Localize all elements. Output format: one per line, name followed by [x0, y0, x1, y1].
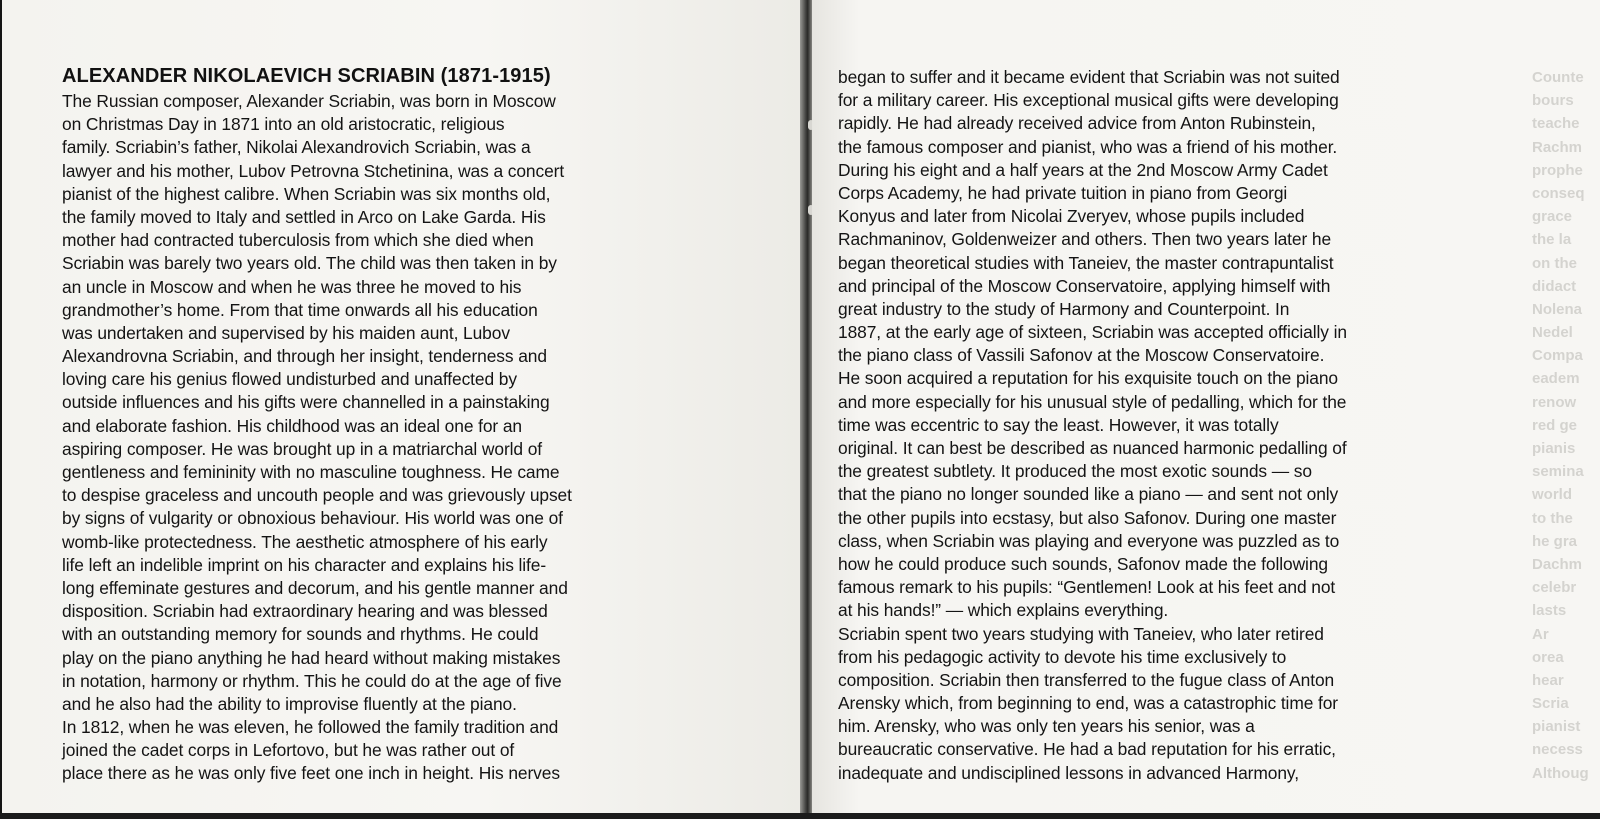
text-line: loving care his genius flowed undisturbed and unaffected by	[62, 369, 517, 390]
text-line: how he could produce such sounds, Safonov made the following	[838, 553, 1328, 574]
text-line: in notation, harmony or rhythm. This he could do at the age of five	[62, 670, 562, 691]
text-line: to the	[1532, 509, 1573, 527]
text-line: class, when Scriabin was playing and everyone was puzzled as to	[838, 530, 1340, 551]
right-text-column	[838, 66, 1478, 785]
text-line: teache	[1532, 115, 1580, 133]
text-line: pianist	[1532, 718, 1581, 736]
text-line: Counte	[1532, 69, 1584, 86]
text-line: Compa	[1532, 347, 1583, 365]
text-line: from his pedagogic activity to devote his time exclusively to	[838, 646, 1287, 667]
text-line: and elaborate fashion. His childhood was an ideal one for an	[62, 415, 522, 436]
text-line: the piano class of Vassili Safonov at the Moscow Conservatoire.	[838, 345, 1325, 366]
text-line: composition. Scriabin then transferred to the fugue class of Anton	[838, 669, 1335, 690]
text-line: Ar	[1532, 625, 1549, 643]
text-line: Nolena	[1532, 300, 1583, 318]
text-line: bours	[1532, 92, 1574, 110]
text-line: Konyus and later from Nicolai Zveryev, whose pupils included	[838, 206, 1305, 227]
left-page	[2, 0, 802, 813]
text-line: Dachm	[1532, 555, 1583, 573]
text-line: an uncle in Moscow and when he was three he moved to his	[62, 276, 522, 297]
text-line: Nedel	[1532, 324, 1573, 342]
text-line: he gra	[1532, 532, 1578, 550]
text-line: grace	[1532, 208, 1573, 226]
text-line: play on the piano anything he had heard without making mistakes	[62, 647, 561, 668]
text-line: renow	[1532, 393, 1577, 411]
text-line: semina	[1532, 463, 1584, 481]
text-line: by signs of vulgarity or obnoxious behaviour. His world was one of	[62, 508, 563, 529]
text-line: Alexandrovna Scriabin, and through her insight, tenderness and	[62, 346, 547, 367]
text-line: time was eccentric to say the least. However, it was totally	[838, 414, 1279, 435]
text-line: rapidly. He had already received advice from Anton Rubinstein,	[838, 113, 1316, 134]
text-line: In 1812, when he was eleven, he followed the family tradition and	[62, 717, 559, 738]
text-line: grandmother’s home. From that time onwards all his education	[62, 299, 538, 320]
text-line: disposition. Scriabin had extraordinary hearing and was blessed	[62, 601, 548, 622]
text-line: long effeminate gestures and decorum, and his gentle manner and	[62, 577, 568, 598]
text-line: lasts	[1532, 602, 1567, 620]
text-line: Scriabin spent two years studying with Taneiev, who later retired	[838, 623, 1324, 644]
text-line: aspiring composer. He was brought up in a matriarchal world of	[62, 438, 543, 459]
text-line: womb-like protectedness. The aesthetic atmosphere of his early	[62, 531, 548, 552]
text-line: the famous composer and pianist, who was a friend of his mother.	[838, 136, 1338, 157]
text-line: Rachm	[1532, 138, 1583, 156]
text-line: conseq	[1532, 184, 1585, 202]
page-bottom-edge	[0, 813, 1600, 819]
text-line: great industry to the study of Harmony and Counterpoint. In	[838, 298, 1290, 319]
text-line: outside influences and his gifts were channelled in a painstaking	[62, 392, 550, 413]
text-line: the other pupils into ecstasy, but also Safonov. During one master	[838, 507, 1337, 528]
text-line: place there as he was only five feet one inch in height. His nerves	[62, 763, 560, 784]
text-line: Althoug	[1532, 764, 1589, 782]
text-line: on the	[1532, 254, 1577, 272]
text-line: necess	[1532, 741, 1583, 759]
text-line: him. Arensky, who was only ten years his senior, was a	[838, 716, 1255, 737]
bleed-through-text	[1532, 66, 1600, 785]
text-line: Corps Academy, he had private tuition in piano from Georgi	[838, 182, 1288, 203]
text-line: lawyer and his mother, Lubov Petrovna Stchetinina, was a concert	[62, 160, 565, 181]
text-line: the la	[1532, 231, 1572, 249]
text-line: and more especially for his unusual style of pedalling, which for the	[838, 391, 1347, 412]
text-line: life left an indelible imprint on his character and explains his life-	[62, 554, 547, 575]
text-line: inadequate and undisciplined lessons in advanced Harmony,	[838, 762, 1299, 783]
text-line: He soon acquired a reputation for his exquisite touch on the piano	[838, 368, 1338, 389]
text-line: During his eight and a half years at the 2nd Moscow Army Cadet	[838, 159, 1328, 180]
text-line: gentleness and femininity with no masculine toughness. He came	[62, 462, 560, 482]
text-line: at his hands!” — which explains everything.	[838, 600, 1169, 621]
text-line: the greatest subtlety. It produced the most exotic sounds — so	[838, 461, 1312, 482]
text-line: with an outstanding memory for sounds and rhythms. He could	[62, 624, 539, 645]
text-line: didact	[1532, 277, 1577, 295]
text-line: 1887, at the early age of sixteen, Scriabin was accepted officially in	[838, 322, 1347, 343]
text-line: orea	[1532, 648, 1564, 666]
page-heading: ALEXANDER NIKOLAEVICH SCRIABIN (1871-1915)	[62, 65, 551, 87]
text-line: original. It can best be described as nuanced harmonic pedalling of	[838, 438, 1347, 458]
text-line: mother had contracted tuberculosis from which she died when	[62, 230, 534, 251]
text-line: prophe	[1532, 161, 1583, 179]
text-line: celebr	[1532, 579, 1577, 597]
text-line: and principal of the Moscow Conservatoire, applying himself with	[838, 275, 1331, 296]
text-line: on Christmas Day in 1871 into an old aristocratic, religious	[62, 114, 505, 135]
text-line: that the piano no longer sounded like a piano — and sent not only	[838, 484, 1339, 505]
text-line: Arensky which, from beginning to end, was a catastrophic time for	[838, 693, 1339, 714]
text-line: eadem	[1532, 370, 1580, 388]
left-text-column	[62, 90, 682, 786]
text-line: pianist of the highest calibre. When Scriabin was six months old,	[62, 183, 551, 204]
text-line: was undertaken and supervised by his maiden aunt, Lubov	[62, 322, 510, 343]
text-line: joined the cadet corps in Lefortovo, but he was rather out of	[62, 740, 515, 761]
right-page	[812, 0, 1600, 813]
text-line: famous remark to his pupils: “Gentlemen! Look at his feet and not	[838, 577, 1336, 598]
text-line: and he also had the ability to improvise fluently at the piano.	[62, 693, 517, 714]
text-line: Scria	[1532, 695, 1569, 713]
text-line: pianis	[1532, 440, 1576, 457]
text-line: red ge	[1532, 416, 1578, 434]
text-line: began theoretical studies with Taneiev, the master contrapuntalist	[838, 252, 1334, 273]
text-line: family. Scriabin’s father, Nikolai Alexandrovich Scriabin, was a	[62, 137, 531, 158]
text-line: The Russian composer, Alexander Scriabin, was born in Moscow	[62, 91, 556, 111]
text-line: to despise graceless and uncouth people and was grievously upset	[62, 485, 572, 506]
text-line: Rachmaninov, Goldenweizer and others. Then two years later he	[838, 229, 1332, 250]
text-line: Scriabin was barely two years old. The child was then taken in by	[62, 253, 557, 274]
text-line: the family moved to Italy and settled in Arco on Lake Garda. His	[62, 206, 546, 227]
text-line: hear	[1532, 671, 1564, 689]
text-line: began to suffer and it became evident that Scriabin was not suited	[838, 67, 1340, 87]
text-line: bureaucratic conservative. He had a bad reputation for his erratic,	[838, 739, 1336, 760]
text-line: for a military career. His exceptional musical gifts were developing	[838, 90, 1339, 111]
text-line: world	[1532, 486, 1572, 504]
